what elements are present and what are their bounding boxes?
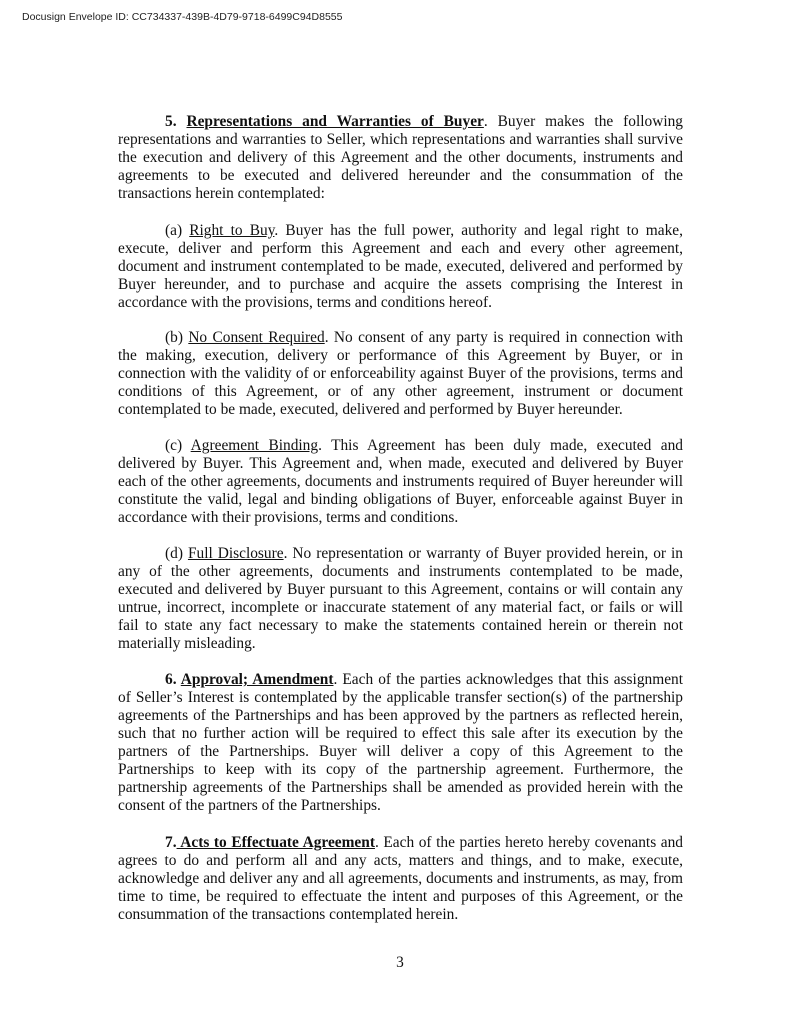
text-line: accordance with the provisions, terms and conditions hereof. <box>118 294 492 311</box>
text-line: of Seller’s Interest is contemplated by the applicable transfer section(s) of the partnership <box>118 689 683 706</box>
paragraph <box>118 113 683 203</box>
paragraph <box>118 671 683 815</box>
section-heading: Approval; Amendment <box>180 671 334 688</box>
section-number: (c) <box>165 437 191 454</box>
section-text: . This Agreement has been duly made, executed and <box>318 437 683 454</box>
text-line: constitute the valid, legal and binding obligations of Buyer, enforceable against Buyer in <box>118 491 683 508</box>
text-line: document and instrument contemplated to be made, executed, delivered and performed by <box>118 258 683 275</box>
section-heading: Acts to Effectuate Agreement <box>176 834 375 851</box>
text-line: the making, execution, delivery or performance of this Agreement by Buyer, or in <box>118 347 683 364</box>
section-text: . Buyer has the full power, authority and legal right to make, <box>274 222 683 239</box>
section-heading: Full Disclosure <box>187 545 284 562</box>
text-line: agreements to be executed and delivered hereunder and the consummation of the <box>118 167 683 184</box>
paragraph <box>118 834 683 924</box>
paragraph-first-line <box>118 545 683 563</box>
text-line: time to time, be required to effectuate the intent and purposes of this Agreement, or the <box>118 888 683 905</box>
section-text: . Each of the parties hereto hereby covenants and <box>374 834 683 851</box>
text-line: representations and warranties to Seller, which representations and warranties shall survive <box>118 131 683 148</box>
text-line: contemplated to be made, executed, delivered and performed by Buyer hereunder. <box>118 401 623 418</box>
section-heading: Right to Buy <box>189 222 275 239</box>
section-text: . No consent of any party is required in connection with <box>324 329 683 346</box>
text-line: connection with the validity of or enforceability against Buyer of the provisions, terms and <box>118 365 683 382</box>
text-line: partnership agreements of the Partnerships shall be amended as provided herein with the <box>118 779 683 796</box>
section-number: (b) <box>165 329 189 346</box>
paragraph <box>118 437 683 527</box>
paragraph <box>118 329 683 419</box>
section-number: 7. <box>165 834 177 851</box>
text-line: conditions of this Agreement, or of any other agreement, instrument or document <box>118 383 683 400</box>
page-number: 3 <box>396 954 404 971</box>
paragraph-first-line <box>118 437 683 455</box>
envelope-id: Docusign Envelope ID: CC734337-439B-4D79-9718-6499C94D8555 <box>22 11 343 23</box>
text-line: consummation of the transactions contemplated herein. <box>118 906 459 923</box>
section-number: 6. <box>165 671 181 688</box>
section-heading: No Consent Required <box>188 329 325 346</box>
text-line: acknowledge and deliver any and all agreements, documents and instruments, as may, from <box>118 870 683 887</box>
section-text: . Each of the parties acknowledges that this assignment <box>333 671 683 688</box>
text-line: executed and delivered by Buyer pursuant to this Agreement, contains or will contain any <box>118 581 683 598</box>
text-line: accordance with their provisions, terms and conditions. <box>118 509 459 526</box>
text-line: Partnerships to keep with its copy of the partnership agreement. Furthermore, the <box>118 761 683 778</box>
text-line: fail to state any fact necessary to make the statements contained herein or therein not <box>118 617 683 634</box>
text-line: delivered by Buyer. This Agreement and, when made, executed and delivered by Buyer <box>118 455 683 472</box>
paragraph <box>118 545 683 653</box>
section-number: 5. <box>165 113 187 130</box>
text-line: agrees to do and perform all and any acts, matters and things, and to make, execute, <box>118 852 683 869</box>
text-line: any of the other agreements, documents and instruments contemplated to be made, <box>118 563 683 580</box>
paragraph-first-line <box>118 329 683 347</box>
paragraph <box>118 222 683 312</box>
paragraph-first-line <box>118 222 683 240</box>
text-line: execute, deliver and perform this Agreement and each and every other agreement, <box>118 240 683 257</box>
section-number: (a) <box>165 222 190 239</box>
section-number: (d) <box>165 545 188 562</box>
section-heading: Agreement Binding <box>190 437 319 454</box>
text-line: agreements of the Partnerships and has been approved by the partners as reflected herein, <box>118 707 683 724</box>
text-line: each of the other agreements, documents and instruments required of Buyer hereunder will <box>118 473 683 490</box>
text-line: Buyer hereunder, and to purchase and acquire the assets comprising the Interest in <box>118 276 683 293</box>
text-line: consent of the partners of the Partnerships. <box>118 797 381 814</box>
text-line: such that no further action will be required to effect this sale after its execution by the <box>118 725 683 742</box>
text-line: untrue, incorrect, incomplete or inaccurate statement of any material fact, or fails or will <box>118 599 683 616</box>
paragraph-first-line <box>118 834 683 852</box>
section-text: . Buyer makes the following <box>483 113 684 130</box>
paragraph-first-line <box>118 113 683 131</box>
text-line: the execution and delivery of this Agreement and the other documents, instruments and <box>118 149 683 166</box>
text-line: transactions herein contemplated: <box>118 185 325 202</box>
section-heading: Representations and Warranties of Buyer <box>186 113 484 130</box>
paragraph-first-line <box>118 671 683 689</box>
section-text: . No representation or warranty of Buyer provided herein, or in <box>283 545 684 562</box>
text-line: partners of the Partnerships. Buyer will deliver a copy of this Agreement to the <box>118 743 683 760</box>
text-line: materially misleading. <box>118 635 256 652</box>
